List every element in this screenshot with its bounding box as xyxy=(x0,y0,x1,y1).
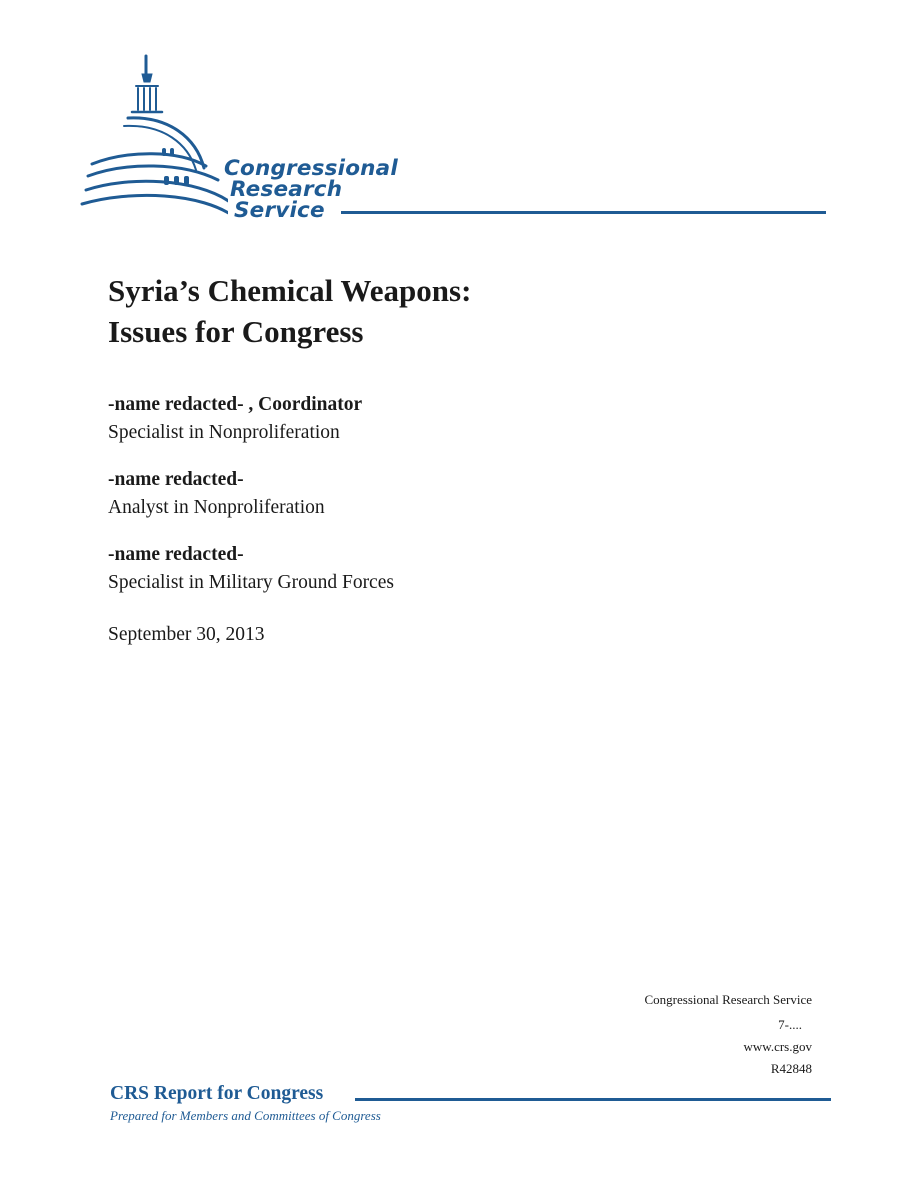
author-3 xyxy=(108,541,394,597)
capitol-dome-icon xyxy=(78,52,228,222)
author-name: -name redacted- xyxy=(108,469,244,490)
author-role: Specialist in Military Ground Forces xyxy=(108,572,394,593)
info-website-link[interactable]: www.crs.gov xyxy=(743,1039,812,1054)
report-date: September 30, 2013 xyxy=(108,624,265,645)
footer-rule xyxy=(355,1098,831,1101)
footer-series: CRS Report for Congress xyxy=(110,1083,324,1104)
footer-tagline: Prepared for Members and Committees of Congress xyxy=(110,1108,381,1123)
report-title xyxy=(108,270,471,352)
info-org: Congressional Research Service xyxy=(644,992,812,1007)
author-name: -name redacted- , Coordinator xyxy=(108,394,363,415)
author-1 xyxy=(108,391,362,447)
logo-text-congressional: Congressional xyxy=(224,156,398,181)
author-role: Specialist in Nonproliferation xyxy=(108,422,340,443)
author-name: -name redacted- xyxy=(108,544,244,565)
footer xyxy=(110,1083,381,1124)
info-code: 7-.... xyxy=(778,1017,802,1032)
crs-logo xyxy=(78,52,838,232)
title-line-2: Issues for Congress xyxy=(108,314,364,349)
logo-rule xyxy=(341,211,826,214)
logo-text-research: Research xyxy=(230,177,343,202)
report-number: R42848 xyxy=(770,1061,812,1076)
author-2 xyxy=(108,466,325,522)
logo-text-service: Service xyxy=(234,198,325,223)
title-line-1: Syria’s Chemical Weapons: xyxy=(108,273,472,308)
author-role: Analyst in Nonproliferation xyxy=(108,497,325,518)
